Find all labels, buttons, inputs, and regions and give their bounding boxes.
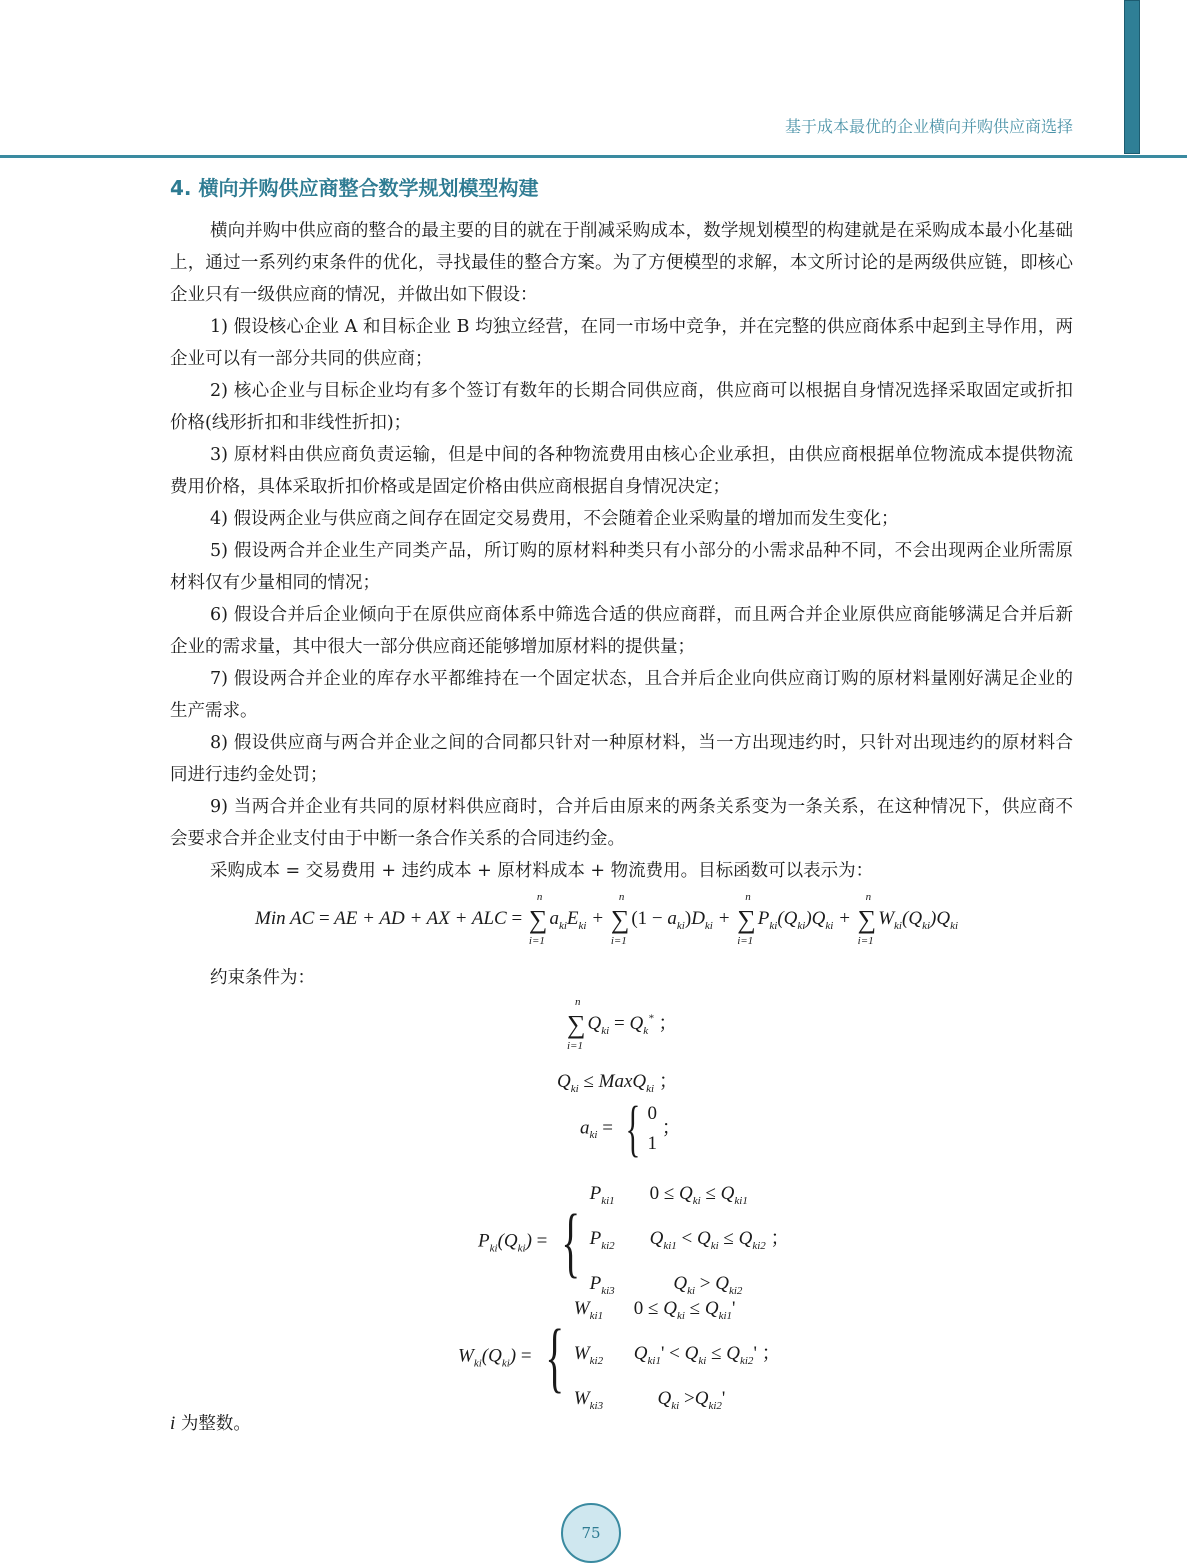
constraints-label-block [170, 962, 1073, 994]
constraint-logistics: $W_{ki}(Q_{ki})$ = { $W_{ki1}$ $0 \le Q_{ki} \le Q_{ki1}'$ $W_{ki2}$ $Q_{ki1}' < Q_{ki} \le Q_{ki2}'$ ； $W_{ki3}$ $Q_{ki} >Q_{ki2}'$ [458, 1298, 781, 1412]
cost-definition: 采购成本 = 交易费用 + 违约成本 + 原材料成本 + 物流费用。目标函数可以表示为： [210, 861, 874, 881]
header-accent-bar [1124, 0, 1140, 154]
constraint-max: $Q_{ki}$ ≤ MaxQ$_{ki}$ ； [557, 1071, 678, 1095]
assumption-3: 3) 原材料由供应商负责运输，但是中间的各种物流费用由核心企业承担，由供应商根据单位物流成本提供物流费用价格，具体采取折扣价格或是固定价格由供应商根据自身情况决定； [170, 445, 1073, 497]
assumption-2: 2) 核心企业与目标企业均有多个签订有数年的长期合同供应商，供应商可以根据自身情况选择采取固定或折扣价格(线形折扣和非线性折扣)； [170, 381, 1073, 433]
assumption-5: 5) 假设两合并企业生产同类产品，所订购的原材料种类只有小部分的小需求品种不同，不会出现两企业所需原材料仅有少量相同的情况； [170, 541, 1073, 593]
body-text [170, 215, 1073, 887]
assumption-4: 4) 假设两企业与供应商之间存在固定交易费用，不会随着企业采购量的增加而发生变化； [210, 509, 899, 529]
assumption-8: 8) 假设供应商与两合并企业之间的合同都只针对一种原材料，当一方出现违约时，只针对出现违约的原材料合同进行违约金处罚； [170, 733, 1073, 785]
constraint-price: $P_{ki}(Q_{ki})$ = { $P_{ki1}$ $0 \le Q_{ki} \le Q_{ki1}$ $P_{ki2}$ $Q_{ki1} < Q_{ki} \le Q_{ki2}$ ； $P_{ki3}$ $Q_{ki} > Q_{ki2}$ [478, 1183, 790, 1297]
assumption-9: 9) 当两合并企业有共同的原材料供应商时，合并后由原来的两条关系变为一条关系，在这种情况下，供应商不会要求合并企业支付由于中断一条合作关系的合同违约金。 [170, 797, 1073, 849]
assumption-6: 6) 假设合并后企业倾向于在原供应商体系中筛选合适的供应商群，而且两合并企业原供应商能够满足合并后新企业的需求量，其中很大一部分供应商还能够增加原材料的提供量； [170, 605, 1073, 657]
constraint-sum: ∑ n i=1 $Q_{ki} = Q_k^*$ ； [567, 996, 678, 1052]
header-rule [0, 155, 1187, 158]
constraints-label: 约束条件为： [210, 968, 315, 988]
constraint-binary: $a_{ki}$ = { 0 1 ； [580, 1095, 681, 1163]
running-title: 基于成本最优的企业横向并购供应商选择 [784, 117, 1073, 136]
page-number: 75 [561, 1503, 621, 1563]
paragraph: 横向并购中供应商的整合的最主要的目的就在于削减采购成本，数学规划模型的构建就是在采购成本最小化基础上，通过一系列约束条件的优化，寻找最佳的整合方案。为了方便模型的求解，本文所讨论的是两级供应链，即核心企业只有一级供应商的情况，并做出如下假设： [170, 221, 1073, 305]
assumption-1: 1) 假设核心企业 A 和目标企业 B 均独立经营，在同一市场中竞争，并在完整的供应商体系中起到主导作用，两企业可以有一部分共同的供应商； [170, 317, 1073, 369]
integer-note: i 为整数。 [170, 1413, 251, 1434]
objective-function: Min AC = AE + AD + AX + ALC = ∑ n i=1 $a_{ki}E_{ki}$ + ∑ n i=1 $(1 - a_{ki})D_{ki}$ + ∑ n i=1 $P_{ki}(Q_{ki})Q_{ki}$ + ∑ n i=1 $W_{ki}(Q_{ki})Q_{ki}$ [255, 891, 959, 947]
assumption-7: 7) 假设两合并企业的库存水平都维持在一个固定状态，且合并后企业向供应商订购的原材料量刚好满足企业的生产需求。 [170, 669, 1073, 721]
section-title: 4. 横向并购供应商整合数学规划模型构建 [170, 176, 539, 200]
